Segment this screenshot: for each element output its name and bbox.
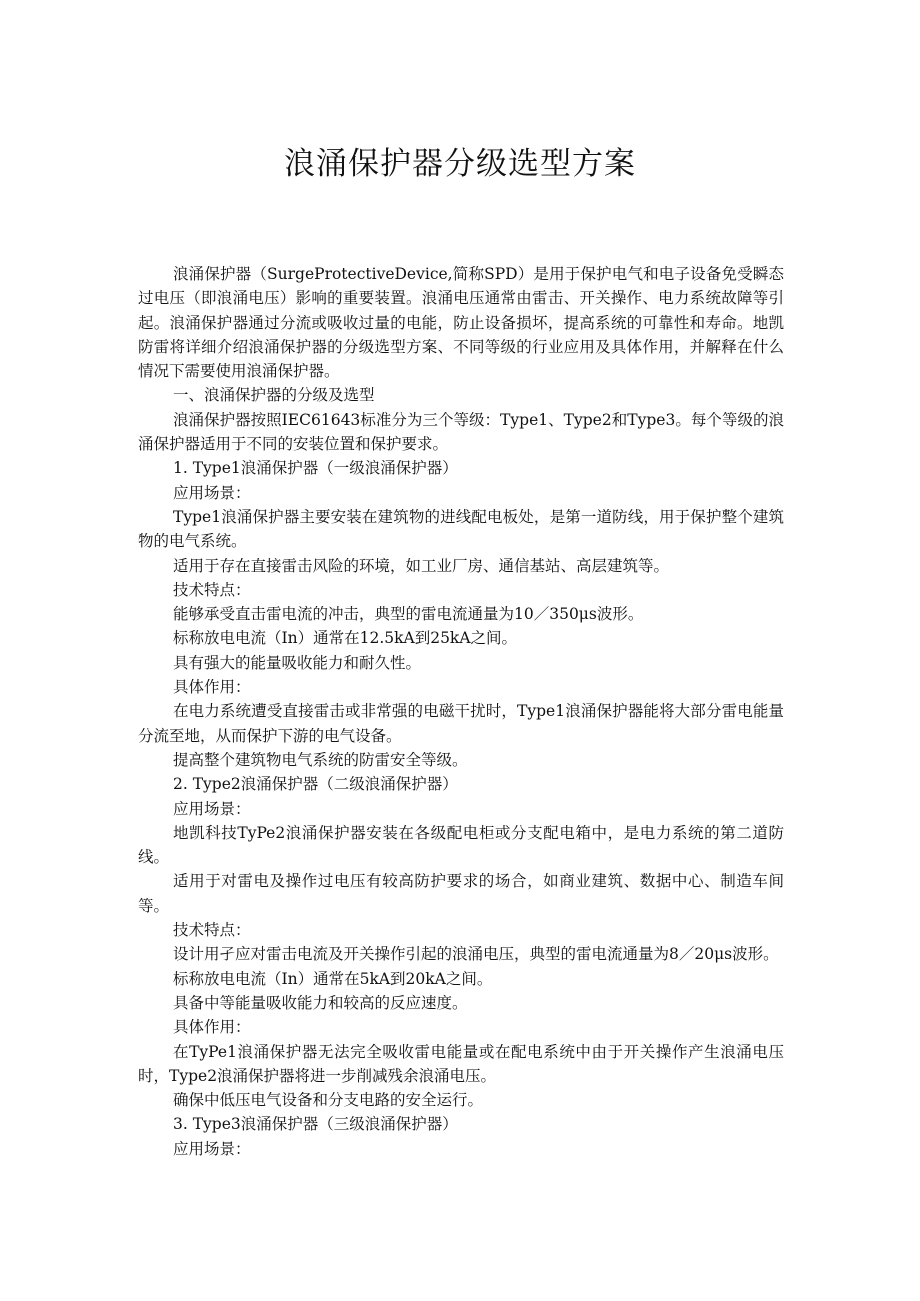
subsection-heading-type2: 2. Type2浪涌保护器（二级浪涌保护器） <box>173 775 458 794</box>
paragraph: 在TyPe1浪涌保护器无法完全吸收雷电能量或在配电系统中由于开关操作产生浪涌电压时，Type2浪涌保护器将进一步削减残余浪涌电压。 <box>138 1042 784 1085</box>
label-application: 应用场景： <box>173 799 251 818</box>
label-application: 应用场景： <box>173 483 251 502</box>
paragraph: 具备中等能量吸收能力和较高的反应速度。 <box>173 993 468 1012</box>
paragraph: 设计用孑应对雷击电流及开关操作引起的浪涌电压，典型的雷电流通量为8／20μs波形。 <box>173 945 779 964</box>
paragraph-intro: 浪涌保护器（SurgeProtectiveDevice,简称SPD）是用于保护电气和电子设备免受瞬态过电压（即浪涌电压）影响的重要装置。浪涌电压通常由雷击、开关操作、电力系统故障等引起。浪涌保护器通过分流或吸收过量的电能，防止设备损坏，提高系统的可靠性和寿命。地凯防雷将详细介绍浪涌保护器的分级选型方案、不同等级的行业应用及具体作用，并解释在什么情况下需要使用浪涌保护器。 <box>138 265 784 381</box>
document-body <box>138 262 784 1161</box>
paragraph: 确保中低压电气设备和分支电路的安全运行。 <box>173 1091 484 1110</box>
label-features: 技术特点： <box>173 580 251 599</box>
label-function: 具体作用： <box>173 1018 251 1037</box>
section-heading-1: 一、浪涌保护器的分级及选型 <box>173 386 375 405</box>
paragraph: 适用于对雷电及操作过电压有较高防护要求的场合，如商业建筑、数据中心、制造车间等。 <box>138 872 784 915</box>
paragraph: 具有强大的能量吸收能力和耐久性。 <box>173 653 422 672</box>
paragraph: Type1浪涌保护器主要安装在建筑物的进线配电板处，是第一道防线，用于保护整个建筑物的电气系统。 <box>138 507 784 551</box>
label-application: 应用场景： <box>173 1139 251 1158</box>
paragraph: 能够承受直击雷电流的冲击，典型的雷电流通量为10／350μs波形。 <box>173 605 644 624</box>
paragraph: 提高整个建筑物电气系统的防雷安全等级。 <box>173 750 468 769</box>
paragraph: 地凯科技TyPe2浪涌保护器安装在各级配电柜或分支配电箱中，是电力系统的第二道防线。 <box>138 823 784 867</box>
label-function: 具体作用： <box>173 678 251 697</box>
subsection-heading-type3: 3. Type3浪涌保护器（三级浪涌保护器） <box>173 1115 458 1134</box>
paragraph: 在电力系统遭受直接雷击或非常强的电磁干扰时，Type1浪涌保护器能将大部分雷电能量分流至地，从而保护下游的电气设备。 <box>138 702 784 745</box>
document-title: 浪涌保护器分级选型方案 <box>284 146 636 182</box>
paragraph: 标称放电电流（In）通常在12.5kA到25kA之间。 <box>173 629 518 648</box>
label-features: 技术特点： <box>173 921 251 940</box>
paragraph: 标称放电电流（In）通常在5kA到20kA之间。 <box>173 969 493 988</box>
subsection-heading-type1: 1. Type1浪涌保护器（一级浪涌保护器） <box>173 459 458 478</box>
paragraph: 浪涌保护器按照IEC61643标准分为三个等级：Type1、Type2和Type3。每个等级的浪涌保护器适用于不同的安装位置和保护要求。 <box>138 410 784 454</box>
paragraph: 适用于存在直接雷击风险的环境，如工业厂房、通信基站、高层建筑等。 <box>173 556 670 575</box>
